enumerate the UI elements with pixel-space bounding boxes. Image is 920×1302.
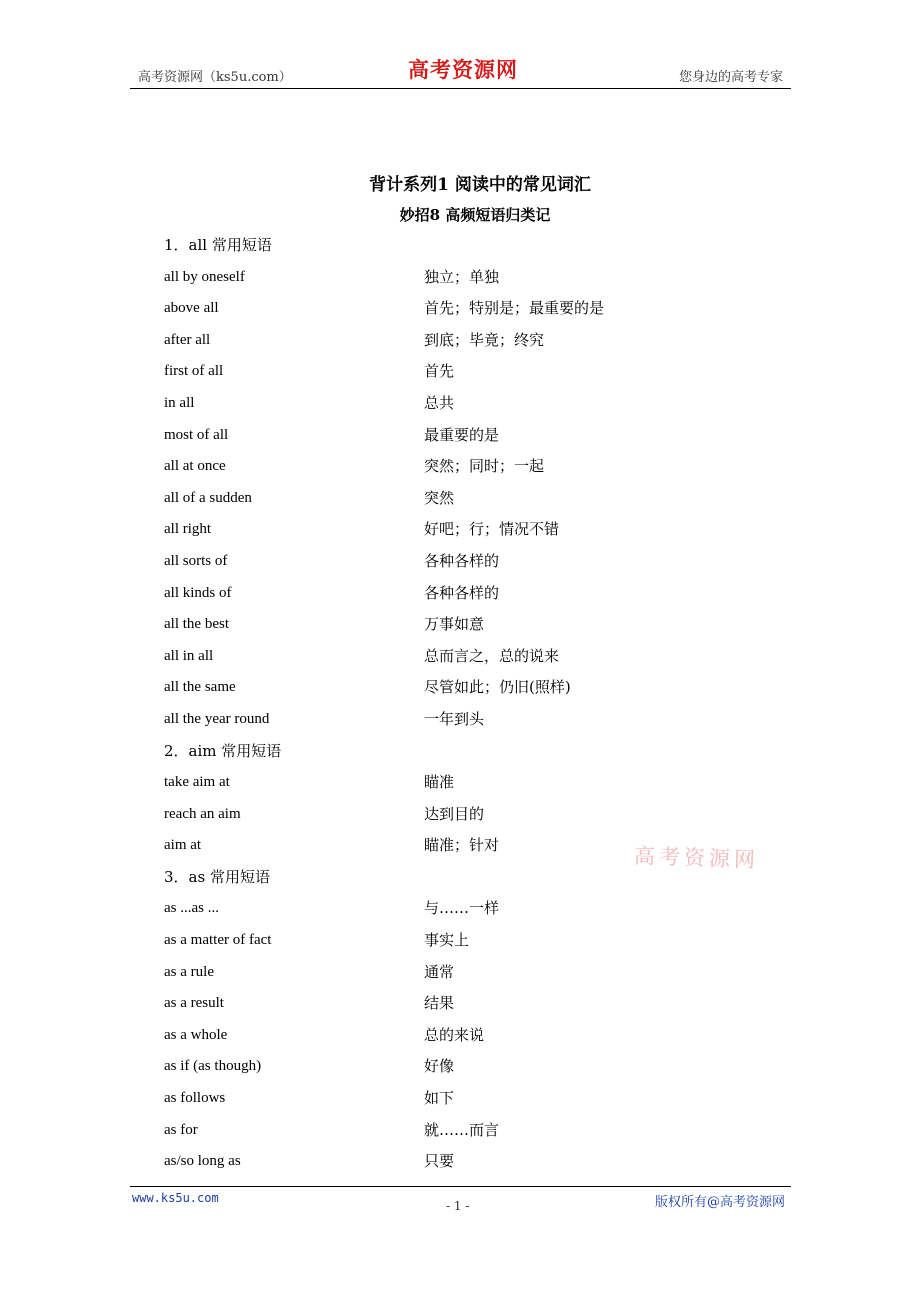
phrase-row	[164, 988, 784, 1020]
phrase-row	[164, 672, 784, 704]
document-subtitle: 妙招8 高频短语归类记	[399, 206, 551, 224]
phrase-term: reach an aim	[164, 805, 241, 822]
phrase-meaning: 突然	[424, 488, 455, 507]
footer-link[interactable]: www.ks5u.com	[132, 1191, 219, 1205]
phrase-meaning: 最重要的是	[424, 425, 500, 444]
phrase-meaning: 总共	[424, 393, 455, 412]
phrase-term: all by oneself	[164, 268, 245, 285]
phrase-term: as a matter of fact	[164, 932, 272, 949]
phrase-term: all kinds of	[164, 584, 232, 601]
phrase-meaning: 各种各样的	[424, 551, 500, 570]
page-footer	[130, 1186, 791, 1227]
phrase-row	[164, 514, 784, 546]
watermark-logo: 高考资源网	[633, 843, 760, 873]
phrase-meaning: 达到目的	[424, 804, 485, 823]
header-logo: 高考资源网	[408, 57, 518, 82]
phrase-list	[164, 230, 784, 1178]
phrase-meaning: 总而言之，总的说来	[424, 646, 560, 665]
phrase-row	[164, 799, 784, 831]
phrase-term: as a whole	[164, 1026, 228, 1043]
phrase-term: above all	[164, 300, 219, 317]
phrase-row	[164, 293, 784, 325]
phrase-meaning: 到底；毕竟；终究	[424, 330, 545, 349]
phrase-row	[164, 483, 784, 515]
phrase-meaning: 只要	[424, 1152, 455, 1171]
phrase-row	[164, 1115, 784, 1147]
document-title: 背计系列1 阅读中的常见词汇	[369, 175, 591, 195]
phrase-row	[164, 356, 784, 388]
phrase-row	[164, 1083, 784, 1115]
phrase-meaning: 首先	[424, 362, 455, 381]
phrase-term: after all	[164, 331, 211, 348]
phrase-row	[164, 325, 784, 357]
phrase-row	[164, 420, 784, 452]
phrase-term: as/so long as	[164, 1153, 241, 1170]
phrase-row	[164, 893, 784, 925]
phrase-row	[164, 957, 784, 989]
footer-copyright: 版权所有@高考资源网	[654, 1195, 785, 1210]
section-heading-text: 1．all 常用短语	[164, 236, 272, 254]
phrase-meaning: 结果	[424, 994, 455, 1013]
phrase-meaning: 首先；特别是；最重要的是	[424, 299, 605, 318]
phrase-meaning: 瞄准；针对	[424, 836, 500, 855]
phrase-term: all the same	[164, 679, 236, 696]
phrase-term: all the year round	[164, 710, 270, 727]
phrase-meaning: 总的来说	[424, 1025, 485, 1044]
phrase-meaning: 独立；单独	[424, 267, 500, 286]
phrase-row	[164, 578, 784, 610]
phrase-term: all in all	[164, 647, 214, 664]
phrase-row	[164, 388, 784, 420]
section-heading	[164, 736, 784, 768]
phrase-term: in all	[164, 394, 195, 411]
phrase-term: aim at	[164, 837, 202, 854]
phrase-row	[164, 451, 784, 483]
phrase-meaning: 好吧；行；情况不错	[424, 520, 560, 539]
phrase-meaning: 万事如意	[424, 615, 485, 634]
phrase-term: as if (as though)	[164, 1058, 262, 1075]
phrase-row	[164, 1146, 784, 1178]
phrase-meaning: 一年到头	[424, 709, 485, 728]
phrase-row	[164, 641, 784, 673]
phrase-term: all of a sudden	[164, 489, 252, 506]
phrase-row	[164, 1051, 784, 1083]
phrase-term: all sorts of	[164, 552, 228, 569]
phrase-term: take aim at	[164, 774, 230, 791]
phrase-term: as for	[164, 1121, 198, 1138]
phrase-row	[164, 546, 784, 578]
phrase-row	[164, 1020, 784, 1052]
phrase-meaning: 通常	[424, 962, 455, 981]
phrase-term: as a rule	[164, 963, 214, 980]
phrase-row	[164, 704, 784, 736]
phrase-meaning: 与……一样	[424, 899, 500, 918]
page-header	[130, 58, 791, 89]
header-left-text: 高考资源网（ks5u.com）	[138, 70, 292, 85]
page-number: - 1 -	[446, 1199, 470, 1213]
phrase-term: as ...as ...	[164, 900, 219, 917]
phrase-row	[164, 925, 784, 957]
phrase-row	[164, 767, 784, 799]
phrase-term: all at once	[164, 458, 226, 475]
header-right-text: 您身边的高考专家	[678, 70, 783, 85]
phrase-meaning: 如下	[424, 1089, 455, 1108]
section-heading	[164, 230, 784, 262]
phrase-row	[164, 609, 784, 641]
section-heading-text: 3．as 常用短语	[164, 867, 270, 886]
phrase-meaning: 事实上	[424, 931, 470, 950]
phrase-term: as follows	[164, 1090, 226, 1107]
phrase-row	[164, 262, 784, 294]
phrase-meaning: 就……而言	[424, 1120, 500, 1139]
phrase-meaning: 尽管如此；仍旧(照样)	[424, 678, 571, 697]
phrase-term: as a result	[164, 995, 224, 1012]
phrase-term: most of all	[164, 426, 229, 443]
phrase-meaning: 好像	[424, 1057, 455, 1076]
section-heading-text: 2．aim 常用短语	[164, 741, 282, 760]
phrase-meaning: 各种各样的	[424, 583, 500, 602]
phrase-term: all right	[164, 521, 212, 538]
phrase-meaning: 瞄准	[424, 773, 455, 792]
phrase-term: all the best	[164, 616, 229, 633]
phrase-meaning: 突然；同时；一起	[424, 457, 545, 476]
phrase-term: first of all	[164, 363, 224, 380]
